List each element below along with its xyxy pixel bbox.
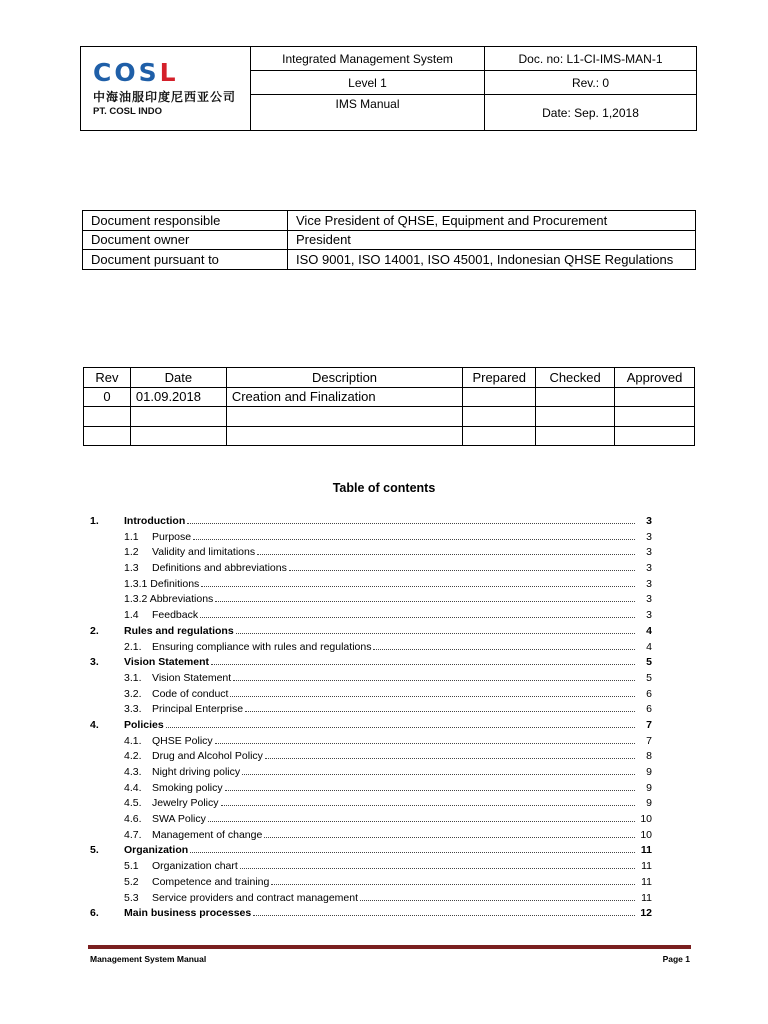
toc-entry-label: Feedback [152, 609, 199, 622]
toc-entry-page: 7 [646, 734, 652, 747]
toc-entry-number: 4.7. [124, 828, 142, 841]
toc-entry-page: 9 [646, 797, 652, 810]
revision-cell [463, 387, 536, 407]
toc-entry-label: Main business processes [124, 907, 252, 920]
toc-entry-label: Competence and training [152, 875, 270, 888]
revision-table [83, 367, 695, 446]
revision-row [84, 426, 695, 446]
toc-entry[interactable] [90, 812, 652, 828]
toc-entry-label: SWA Policy [152, 813, 206, 826]
toc-entry-label: Service providers and contract management [152, 891, 359, 904]
toc-entry-label: Organization [124, 844, 189, 857]
toc-entry[interactable] [90, 577, 652, 593]
toc-entry[interactable] [90, 875, 652, 891]
toc-entry-number: 4.2. [124, 750, 142, 763]
revision-cell [536, 426, 615, 446]
toc-entry-page: 5 [646, 671, 652, 684]
toc-entry-number: 2.1. [124, 640, 142, 653]
toc-entry-label: 1.3.1 Definitions [124, 577, 200, 590]
toc-entry-page: 11 [641, 875, 652, 888]
manual-title: IMS Manual [251, 95, 485, 131]
toc-entry-label: Policies [124, 718, 164, 731]
toc-dot-leader [208, 821, 635, 822]
toc-entry-number: 4. [90, 718, 99, 731]
toc-entry-label: 1.3.2 Abbreviations [124, 593, 214, 606]
toc-entry[interactable] [90, 781, 652, 797]
toc-dot-leader [236, 633, 635, 634]
toc-entry-page: 9 [646, 781, 652, 794]
toc-entry[interactable] [90, 749, 652, 765]
toc-dot-leader [257, 554, 635, 555]
toc-entry-label: Management of change [152, 828, 263, 841]
toc-entry-label: Rules and regulations [124, 624, 234, 637]
revision-row [84, 387, 695, 407]
toc-entry-label: Organization chart [152, 860, 238, 873]
toc-entry-number: 1.3 [124, 562, 139, 575]
revision-header-cell: Description [226, 368, 462, 388]
toc-entry-label: Ensuring compliance with rules and regulations [152, 640, 372, 653]
toc-entry[interactable] [90, 702, 652, 718]
toc-entry-page: 9 [646, 766, 652, 778]
revision-header-cell: Checked [536, 368, 615, 388]
toc-entry-label: Code of conduct [152, 687, 229, 700]
toc-entry-page: 10 [640, 813, 652, 826]
toc-title: Table of contents [332, 481, 436, 495]
toc-entry[interactable] [90, 530, 652, 546]
footer-page-number: Page 1 [662, 954, 690, 964]
revision-cell [463, 426, 536, 446]
toc-entry-label: Vision Statement [124, 656, 209, 669]
revision-cell [130, 407, 226, 427]
toc-entry-number: 4.3. [124, 766, 142, 778]
toc-entry-number: 1. [90, 515, 99, 527]
toc-dot-leader [265, 758, 635, 759]
toc-entry[interactable] [90, 843, 652, 859]
toc-entry-label: Principal Enterprise [152, 703, 244, 716]
toc-dot-leader [225, 790, 635, 791]
toc-entry-number: 4.4. [124, 781, 142, 794]
toc-dot-leader [245, 711, 635, 712]
document-header [80, 46, 697, 131]
revision-row [84, 407, 695, 427]
toc-entry-page: 3 [646, 609, 652, 622]
revision-cell [615, 407, 695, 427]
toc-entry-page: 3 [646, 562, 652, 575]
info-key: Document responsible [83, 211, 288, 231]
toc-entry-number: 5.1 [124, 860, 139, 873]
document-date: Date: Sep. 1,2018 [485, 95, 697, 131]
toc-entry[interactable] [90, 734, 652, 750]
revision-cell [615, 387, 695, 407]
toc-entry-label: Introduction [124, 515, 186, 527]
toc-entry-label: Night driving policy [152, 766, 241, 778]
toc-dot-leader [271, 884, 635, 885]
toc-dot-leader [201, 586, 635, 587]
revision-cell [536, 407, 615, 427]
toc-entry-number: 4.1. [124, 734, 142, 747]
toc-entry-number: 1.4 [124, 609, 139, 622]
revision-cell [226, 407, 462, 427]
toc-entry-number: 3.1. [124, 671, 142, 684]
document-info-table [82, 210, 696, 270]
toc-entry[interactable] [90, 624, 652, 640]
revision-header-cell: Approved [615, 368, 695, 388]
toc-entry-page: 5 [646, 656, 652, 669]
revision-cell [463, 407, 536, 427]
revision-cell [130, 426, 226, 446]
toc-entry-page: 4 [646, 640, 652, 653]
info-key: Document pursuant to [83, 250, 288, 270]
toc-entry[interactable] [90, 718, 652, 734]
toc-entry-page: 7 [646, 718, 652, 731]
toc-entry-page: 11 [641, 860, 652, 873]
toc-dot-leader [190, 852, 635, 853]
toc-entry-page: 12 [640, 907, 652, 920]
toc-entry-page: 3 [646, 530, 652, 543]
revision-cell: Creation and Finalization [226, 387, 462, 407]
info-row [83, 250, 696, 270]
toc-entry[interactable] [90, 561, 652, 577]
toc-entry-label: Jewelry Policy [152, 797, 219, 810]
logo-chinese-name: 中海油服印度尼西亚公司 [93, 90, 237, 104]
toc-entry[interactable] [90, 592, 652, 608]
info-row [83, 230, 696, 250]
toc-entry-number: 5. [90, 844, 99, 857]
info-value: Vice President of QHSE, Equipment and Procurement [288, 211, 696, 231]
revision-cell [84, 407, 131, 427]
toc-entry-page: 3 [646, 515, 652, 527]
toc-dot-leader [264, 837, 635, 838]
logo-company-name: PT. COSL INDO [93, 106, 162, 117]
revision-header-cell: Rev [84, 368, 131, 388]
document-level: Level 1 [251, 71, 485, 95]
toc-entry-page: 6 [646, 687, 652, 700]
toc-entry-label: Vision Statement [152, 671, 232, 684]
toc-dot-leader [187, 523, 635, 524]
footer-rule [88, 945, 691, 949]
toc-entry-page: 3 [646, 577, 652, 590]
toc-entry[interactable] [90, 514, 652, 530]
revision-cell: 01.09.2018 [130, 387, 226, 407]
toc-entry[interactable] [90, 828, 652, 844]
company-logo [81, 47, 251, 131]
revision-header-cell: Prepared [463, 368, 536, 388]
toc-dot-leader [289, 570, 635, 571]
toc-entry-label: Validity and limitations [152, 546, 256, 559]
toc-entry-number: 6. [90, 907, 99, 920]
toc-entry-number: 4.6. [124, 813, 142, 826]
toc-entry-page: 11 [641, 891, 652, 904]
toc-entry-number: 3.2. [124, 687, 142, 700]
toc-dot-leader [360, 900, 635, 901]
toc-entry-number: 3.3. [124, 703, 142, 716]
toc-dot-leader [193, 539, 635, 540]
toc-entry[interactable] [90, 671, 652, 687]
toc-dot-leader [233, 680, 635, 681]
toc-entry-label: Smoking policy [152, 781, 223, 794]
toc-entry-number: 1.1 [124, 530, 139, 543]
toc-entry[interactable] [90, 906, 652, 922]
toc-entry-number: 1.2 [124, 546, 139, 559]
revision-cell [536, 387, 615, 407]
toc-dot-leader [166, 727, 635, 728]
revision-number: Rev.: 0 [485, 71, 697, 95]
doc-number: Doc. no: L1-CI-IMS-MAN-1 [485, 47, 697, 71]
toc-entry[interactable] [90, 640, 652, 656]
toc-entry-page: 3 [646, 546, 652, 559]
toc-entry[interactable] [90, 765, 652, 781]
toc-dot-leader [221, 805, 635, 806]
toc-entry[interactable] [90, 655, 652, 671]
toc-dot-leader [200, 617, 635, 618]
revision-cell [84, 426, 131, 446]
toc-dot-leader [215, 601, 635, 602]
toc-dot-leader [230, 696, 635, 697]
toc-entry-label: Definitions and abbreviations [152, 562, 287, 575]
toc-dot-leader [215, 743, 635, 744]
revision-header-cell: Date [130, 368, 226, 388]
toc-dot-leader [240, 868, 635, 869]
toc-entry[interactable] [90, 545, 652, 561]
toc-entry-page: 6 [646, 703, 652, 716]
toc-entry[interactable] [90, 859, 652, 875]
toc-entry-number: 5.2 [124, 875, 139, 888]
toc-dot-leader [373, 649, 635, 650]
toc-entry-page: 10 [640, 828, 652, 841]
info-value: ISO 9001, ISO 14001, ISO 45001, Indonesian QHSE Regulations [288, 250, 696, 270]
footer-document-name: Management System Manual [90, 954, 207, 964]
toc-entry-page: 8 [646, 750, 652, 763]
revision-cell [226, 426, 462, 446]
toc-entry-label: Drug and Alcohol Policy [152, 750, 263, 763]
revision-cell: 0 [84, 387, 131, 407]
system-name: Integrated Management System [251, 47, 485, 71]
toc-entry-page: 11 [640, 844, 652, 857]
toc-entry-page: 3 [646, 593, 652, 606]
toc-entry-number: 3. [90, 656, 99, 669]
info-key: Document owner [83, 230, 288, 250]
toc-dot-leader [253, 915, 635, 916]
toc-dot-leader [211, 664, 635, 665]
toc-dot-leader [242, 774, 635, 775]
info-value: President [288, 230, 696, 250]
info-row [83, 211, 696, 231]
toc-entry[interactable] [90, 796, 652, 812]
toc-entry[interactable] [90, 891, 652, 907]
toc-entry-label: QHSE Policy [152, 734, 213, 747]
toc-entry-label: Purpose [152, 530, 192, 543]
toc-entry-number: 2. [90, 624, 99, 637]
revision-cell [615, 426, 695, 446]
toc-entry-number: 5.3 [124, 891, 139, 904]
table-of-contents [90, 514, 652, 922]
logo-wordmark: COSL [93, 58, 179, 87]
toc-entry[interactable] [90, 687, 652, 703]
toc-entry-number: 4.5. [124, 797, 142, 810]
toc-entry[interactable] [90, 608, 652, 624]
toc-entry-page: 4 [646, 624, 652, 637]
